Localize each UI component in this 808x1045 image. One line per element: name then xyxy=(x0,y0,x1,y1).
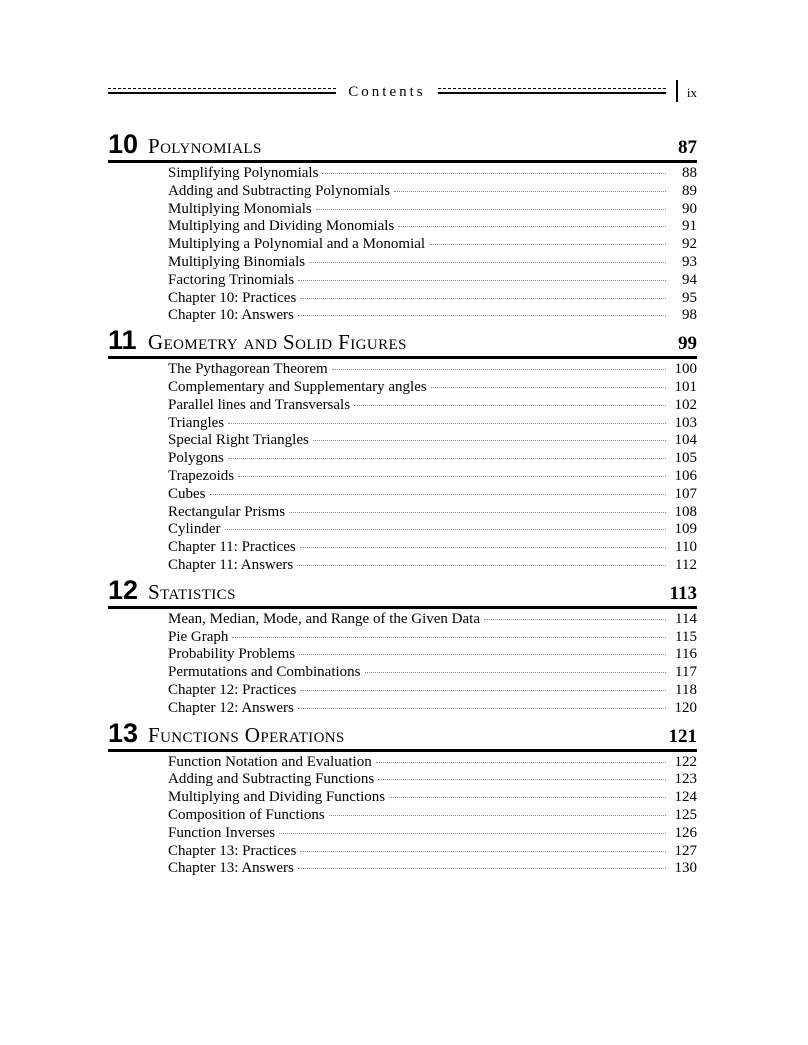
toc-entry[interactable] xyxy=(108,789,697,807)
toc-entry[interactable] xyxy=(108,629,697,647)
toc-entry-label: Composition of Functions xyxy=(168,806,325,823)
toc-entry-label: Function Inverses xyxy=(168,824,276,841)
toc-entry-page-number: 98 xyxy=(682,307,697,324)
toc-entry-page-number: 91 xyxy=(682,218,697,235)
chapter-block xyxy=(108,327,697,575)
chapter-page-number: 113 xyxy=(669,582,697,604)
toc-entry-label: Rectangular Prisms xyxy=(168,503,286,520)
toc-entry[interactable] xyxy=(108,539,697,557)
toc-entry-page-number: 90 xyxy=(682,200,697,217)
header-title: Contents xyxy=(348,83,426,100)
toc-entry-page-number: 106 xyxy=(674,467,697,484)
page-folio: ix xyxy=(686,85,697,100)
toc-entry-page-number: 89 xyxy=(682,182,697,199)
chapter-page-number: 87 xyxy=(678,137,697,158)
toc-entry-label: Cubes xyxy=(168,485,206,502)
toc-entry-label: Multiplying Monomials xyxy=(168,200,312,217)
toc-entry[interactable] xyxy=(108,664,697,682)
toc-entry[interactable] xyxy=(108,379,697,397)
toc-entry-label: Mean, Median, Mode, and Range of the Given Data xyxy=(168,610,480,627)
chapter-entry-list xyxy=(108,611,697,718)
table-of-contents xyxy=(108,131,697,880)
toc-entry-page-number: 102 xyxy=(674,396,697,413)
chapter-number: 11 xyxy=(108,325,137,356)
header-rule-right-solid xyxy=(438,92,666,94)
toc-entry-leader xyxy=(300,546,666,548)
chapter-block xyxy=(108,131,697,325)
toc-entry-label: Polygons xyxy=(168,450,224,467)
toc-entry[interactable] xyxy=(108,201,697,219)
toc-entry-leader xyxy=(332,368,666,370)
toc-entry[interactable] xyxy=(108,290,697,308)
toc-entry-label: Chapter 12: Practices xyxy=(168,681,297,698)
header-rule-right-dashed xyxy=(438,88,666,89)
toc-entry-label: Chapter 13: Answers xyxy=(168,860,294,877)
toc-entry[interactable] xyxy=(108,700,697,718)
toc-entry-leader xyxy=(316,208,666,210)
toc-entry-label: Parallel lines and Transversals xyxy=(168,396,351,413)
toc-entry-label: Factoring Trinomials xyxy=(168,271,295,288)
toc-entry[interactable] xyxy=(108,415,697,433)
toc-entry-leader xyxy=(484,618,666,620)
toc-entry[interactable] xyxy=(108,165,697,183)
toc-entry[interactable] xyxy=(108,825,697,843)
toc-entry-leader xyxy=(298,707,666,709)
toc-entry-page-number: 116 xyxy=(675,646,697,663)
chapter-rule xyxy=(108,606,697,609)
toc-entry-leader xyxy=(298,314,666,316)
toc-entry-label: The Pythagorean Theorem xyxy=(168,361,328,378)
toc-entry-leader xyxy=(376,761,666,763)
toc-entry-label: Chapter 11: Answers xyxy=(168,556,294,573)
toc-entry-leader xyxy=(210,493,667,495)
toc-entry-label: Triangles xyxy=(168,414,225,431)
chapter-number: 12 xyxy=(108,574,139,605)
toc-entry-page-number: 114 xyxy=(675,610,697,627)
toc-entry-leader xyxy=(299,653,666,655)
toc-entry-label: Adding and Subtracting Polynomials xyxy=(168,182,391,199)
toc-entry-label: Pie Graph xyxy=(168,628,229,645)
toc-entry-leader xyxy=(225,528,667,530)
toc-entry[interactable] xyxy=(108,218,697,236)
toc-entry-leader xyxy=(238,475,666,477)
toc-entry-leader xyxy=(232,636,666,638)
toc-entry-label: Multiplying and Dividing Monomials xyxy=(168,218,395,235)
toc-entry[interactable] xyxy=(108,611,697,629)
toc-entry[interactable] xyxy=(108,807,697,825)
toc-entry-label: Function Notation and Evaluation xyxy=(168,753,372,770)
toc-entry[interactable] xyxy=(108,468,697,486)
toc-entry-page-number: 101 xyxy=(674,378,697,395)
toc-entry[interactable] xyxy=(108,486,697,504)
toc-entry-page-number: 93 xyxy=(682,253,697,270)
chapter-page-number: 121 xyxy=(668,725,697,747)
running-header xyxy=(108,76,697,106)
toc-entry-leader xyxy=(322,172,666,174)
toc-entry-label: Multiplying Binomials xyxy=(168,253,306,270)
toc-entry-leader xyxy=(228,422,666,424)
toc-entry-page-number: 125 xyxy=(674,806,697,823)
toc-entry[interactable] xyxy=(108,272,697,290)
toc-entry-label: Chapter 10: Practices xyxy=(168,289,297,306)
toc-entry[interactable] xyxy=(108,432,697,450)
toc-entry-leader xyxy=(300,689,666,691)
toc-entry-leader xyxy=(298,867,666,869)
toc-entry-page-number: 120 xyxy=(674,699,697,716)
toc-entry-label: Multiplying and Dividing Functions xyxy=(168,789,386,806)
toc-entry-label: Chapter 13: Practices xyxy=(168,842,297,859)
toc-entry-label: Permutations and Combinations xyxy=(168,664,361,681)
toc-entry-leader xyxy=(394,190,666,192)
toc-entry-leader xyxy=(313,439,666,441)
chapter-title: Geometry and Solid Figures xyxy=(148,330,407,355)
toc-entry[interactable] xyxy=(108,450,697,468)
toc-entry[interactable] xyxy=(108,557,697,575)
toc-entry-page-number: 107 xyxy=(674,485,697,502)
toc-entry[interactable] xyxy=(108,754,697,772)
chapter-title: Functions Operations xyxy=(148,722,345,747)
toc-entry-leader xyxy=(298,279,666,281)
chapter-rule xyxy=(108,356,697,359)
toc-entry[interactable] xyxy=(108,860,697,878)
toc-entry-leader xyxy=(228,457,666,459)
toc-entry-leader xyxy=(431,386,666,388)
toc-entry-page-number: 109 xyxy=(674,521,697,538)
toc-entry-page-number: 94 xyxy=(682,271,697,288)
chapter-page-number: 99 xyxy=(678,333,697,355)
toc-entry-label: Probability Problems xyxy=(168,646,296,663)
chapter-number: 10 xyxy=(108,129,139,159)
toc-entry-leader xyxy=(279,832,666,834)
toc-entry[interactable] xyxy=(108,307,697,325)
toc-entry[interactable] xyxy=(108,254,697,272)
toc-entry-label: Chapter 12: Answers xyxy=(168,699,294,716)
toc-entry-page-number: 115 xyxy=(675,628,697,645)
toc-entry-label: Cylinder xyxy=(168,521,221,538)
toc-entry-leader xyxy=(429,243,666,245)
toc-entry-label: Trapezoids xyxy=(168,467,235,484)
chapter-title: Statistics xyxy=(148,579,236,604)
chapter-heading[interactable] xyxy=(108,131,697,159)
toc-entry-page-number: 108 xyxy=(674,503,697,520)
header-rule-left-solid xyxy=(108,92,336,94)
toc-entry-leader xyxy=(354,404,666,406)
toc-entry[interactable] xyxy=(108,771,697,789)
toc-entry-page-number: 122 xyxy=(674,753,697,770)
toc-entry-leader xyxy=(289,511,666,513)
toc-entry-page-number: 95 xyxy=(682,289,697,306)
toc-entry-leader xyxy=(297,564,666,566)
chapter-rule xyxy=(108,749,697,752)
chapter-block xyxy=(108,574,697,718)
toc-entry-page-number: 100 xyxy=(674,361,697,378)
toc-entry[interactable] xyxy=(108,397,697,415)
chapter-rule xyxy=(108,160,697,163)
toc-entry-page-number: 104 xyxy=(674,432,697,449)
toc-entry-label: Chapter 10: Answers xyxy=(168,307,294,324)
toc-entry[interactable] xyxy=(108,236,697,254)
chapter-entry-list xyxy=(108,361,697,575)
toc-entry-label: Special Right Triangles xyxy=(168,432,309,449)
toc-entry-page-number: 92 xyxy=(682,236,697,253)
toc-entry-page-number: 118 xyxy=(675,681,697,698)
toc-entry-leader xyxy=(378,778,666,780)
chapter-heading[interactable] xyxy=(108,717,697,748)
toc-entry-label: Simplifying Polynomials xyxy=(168,165,319,181)
toc-entry-page-number: 105 xyxy=(674,450,697,467)
chapter-title: Polynomials xyxy=(148,134,262,158)
chapter-heading[interactable] xyxy=(108,327,697,355)
toc-entry-leader xyxy=(389,796,666,798)
toc-entry-leader xyxy=(365,671,667,673)
toc-entry-page-number: 130 xyxy=(674,860,697,877)
toc-entry-page-number: 124 xyxy=(674,789,697,806)
toc-entry[interactable] xyxy=(108,504,697,522)
chapter-entry-list xyxy=(108,754,697,879)
chapter-entry-list xyxy=(108,165,697,325)
toc-entry[interactable] xyxy=(108,361,697,379)
toc-entry-label: Complementary and Supplementary angles xyxy=(168,378,427,395)
toc-entry[interactable] xyxy=(108,843,697,861)
toc-entry-leader xyxy=(309,261,666,263)
chapter-heading[interactable] xyxy=(108,574,697,605)
chapter-block xyxy=(108,717,697,879)
toc-entry[interactable] xyxy=(108,183,697,201)
toc-entry-label: Adding and Subtracting Functions xyxy=(168,771,375,788)
toc-entry-leader xyxy=(398,225,666,227)
toc-entry-page-number: 126 xyxy=(674,824,697,841)
toc-entry[interactable] xyxy=(108,521,697,539)
toc-entry-label: Chapter 11: Practices xyxy=(168,539,296,556)
toc-entry[interactable] xyxy=(108,682,697,700)
toc-entry-page-number: 110 xyxy=(675,539,697,556)
header-rule-left-dashed xyxy=(108,88,336,89)
toc-entry-page-number: 123 xyxy=(674,771,697,788)
toc-entry-page-number: 127 xyxy=(674,842,697,859)
chapter-number: 13 xyxy=(108,717,139,748)
toc-entry-page-number: 103 xyxy=(674,414,697,431)
toc-entry-leader xyxy=(300,297,666,299)
toc-entry-label: Multiplying a Polynomial and a Monomial xyxy=(168,236,426,253)
header-rule-left xyxy=(108,85,336,97)
toc-entry-leader xyxy=(329,814,666,816)
toc-entry[interactable] xyxy=(108,646,697,664)
header-rule-right xyxy=(438,85,666,97)
toc-entry-page-number: 117 xyxy=(675,664,697,681)
toc-entry-leader xyxy=(300,850,666,852)
toc-entry-page-number: 112 xyxy=(675,556,697,573)
toc-entry-page-number: 88 xyxy=(682,165,697,181)
